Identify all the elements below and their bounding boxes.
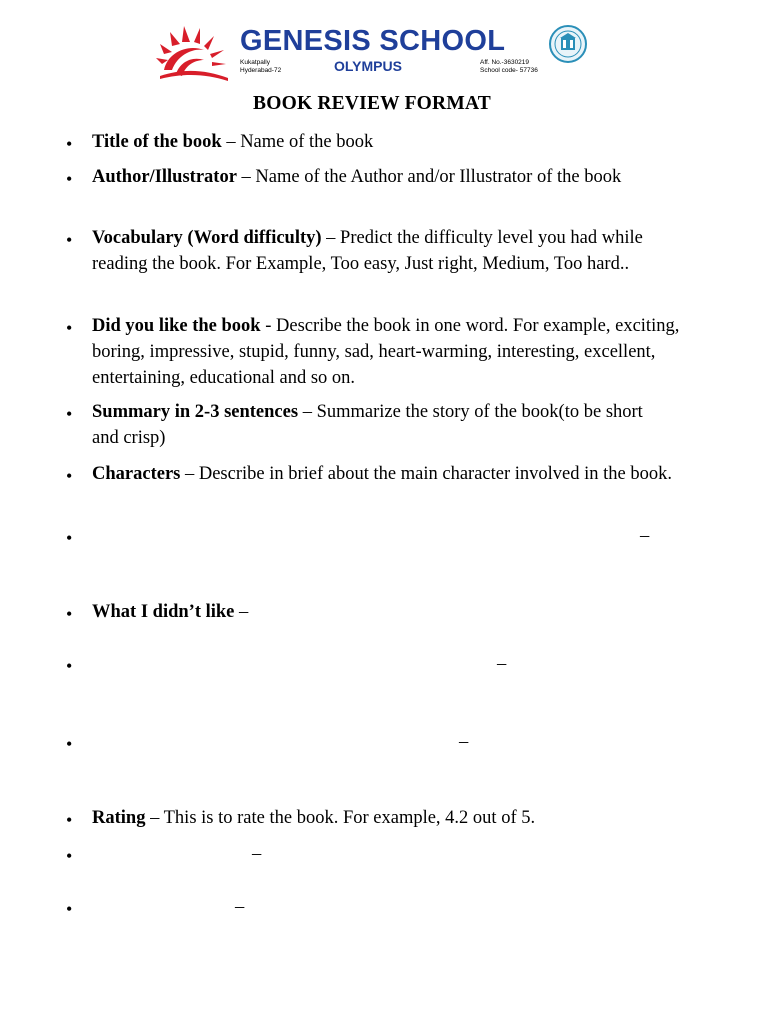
school-name: GENESIS SCHOOL: [240, 25, 506, 57]
item-term: What I didn’t like: [92, 602, 235, 622]
bullet-icon: •: [66, 169, 73, 189]
bullet-icon: •: [66, 466, 73, 486]
item-term: Characters: [92, 464, 181, 484]
list-item-characters: Characters – Describe in brief about the main character involved in the book.: [92, 464, 672, 484]
item-description: Summarize the story of the book(to be short and crisp): [92, 402, 643, 448]
school-location: Kukatpally Hyderabad-72: [240, 59, 282, 74]
item-description: This is to rate the book. For example, 4.2 out of 5.: [163, 808, 536, 828]
bullet-icon: •: [66, 899, 73, 919]
bullet-icon: •: [66, 604, 73, 624]
item-term: Author/Illustrator: [92, 167, 237, 187]
school-subtitle-row: [240, 58, 540, 84]
list-item-rating: Rating – This is to rate the book. For example, 4.2 out of 5.: [92, 808, 536, 828]
list-item-dislike: What I didn’t like –: [92, 602, 249, 622]
item-term: Rating: [92, 808, 146, 828]
blank-item-dash: –: [459, 732, 469, 752]
school-header: [150, 14, 600, 82]
bullet-icon: •: [66, 656, 73, 676]
item-description: Predict the difficulty level you had while reading the book. For Example, Too easy, Just right, Medium, Too hard..: [92, 228, 643, 274]
list-item-vocabulary: Vocabulary (Word difficulty) – Predict the difficulty level you had while reading the book. For Example, Too easy, Just right, Medium, Too hard..: [92, 228, 643, 274]
item-term: Summary in 2-3 sentences: [92, 402, 299, 422]
board-emblem-icon: [548, 24, 588, 64]
bullet-icon: •: [66, 318, 73, 338]
list-item-title: Title of the book – Name of the book: [92, 132, 374, 152]
bullet-icon: •: [66, 404, 73, 424]
page-title: BOOK REVIEW FORMAT: [253, 93, 491, 114]
list-item-summary: Summary in 2-3 sentences – Summarize the story of the book(to be short and crisp): [92, 402, 643, 448]
blank-item-dash: –: [235, 897, 245, 917]
affiliation-info: Aff. No.-3630219 School code- 57736: [480, 59, 538, 74]
sun-logo-icon: [154, 18, 234, 82]
item-description: Name of the book: [240, 132, 374, 152]
bullet-icon: •: [66, 810, 73, 830]
item-term: Did you like the book: [92, 316, 261, 336]
list-item-author: Author/Illustrator – Name of the Author and/or Illustrator of the book: [92, 167, 622, 187]
blank-item-dash: –: [497, 654, 507, 674]
bullet-icon: •: [66, 528, 73, 548]
bullet-icon: •: [66, 230, 73, 250]
item-description: Describe in brief about the main character involved in the book.: [198, 464, 672, 484]
item-description: Describe the book in one word. For example, exciting, boring, impressive, stupid, funny, sad, heart-warming, interesting, excellent, entertaining, educational and so on.: [92, 316, 680, 388]
bullet-icon: •: [66, 734, 73, 754]
item-term: Vocabulary (Word difficulty): [92, 228, 322, 248]
campus-name: OLYMPUS: [334, 58, 402, 74]
item-description: Name of the Author and/or Illustrator of the book: [255, 167, 622, 187]
item-term: Title of the book: [92, 132, 222, 152]
blank-item-dash: –: [640, 526, 650, 546]
bullet-icon: •: [66, 134, 73, 154]
list-item-like: Did you like the book - Describe the book in one word. For example, exciting, boring, impressive, stupid, funny, sad, heart-warming, interesting, excellent, entertaining, educational and so on.: [92, 316, 680, 388]
bullet-icon: •: [66, 846, 73, 866]
blank-item-dash: –: [252, 844, 262, 864]
